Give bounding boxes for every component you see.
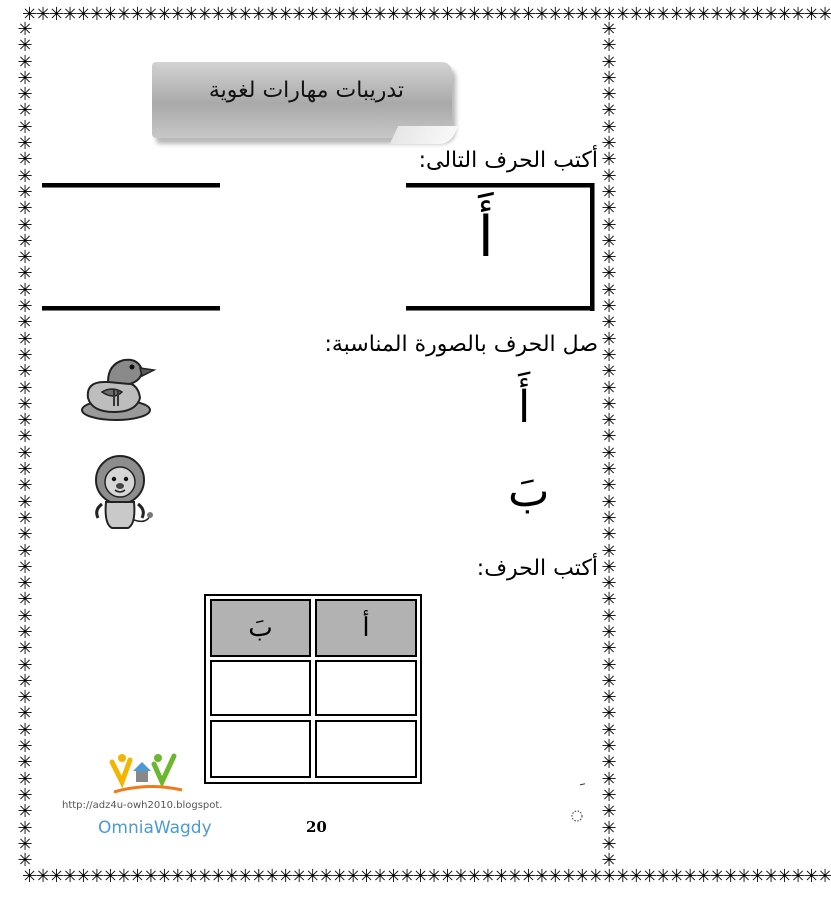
duck-image [78,352,160,424]
logo-figures-icon [108,752,188,800]
match-letter-ba: بَ [508,466,550,517]
lion-image [84,454,156,534]
match-letter-alef: أَ [518,382,531,433]
table-cell-r2-alef[interactable] [315,720,417,778]
border-left: ✳ ✳ ✳ ✳ ✳ ✳ ✳ ✳ ✳ ✳ ✳ ✳ ✳ ✳ ✳ ✳ ✳ ✳ ✳ ✳ ✳ ✳ ✳ ✳ ✳ ✳ ✳ ✳ ✳ ✳ ✳ ✳ ✳ ✳ ✳ ✳ ✳ ✳ ✳ ✳ ✳ ✳ ✳ ✳ ✳ ✳ ✳ ✳ ✳ ✳ ✳ ✳ [17,19,33,872]
frame-top-left [42,183,220,188]
letter-alef: أَ [478,205,494,270]
frame-top-right [406,183,594,188]
instruction-match: صل الحرف بالصورة المناسبة: [324,332,598,357]
border-bottom: ✳✳✳✳✳✳✳✳✳✳✳✳✳✳✳✳✳✳✳✳✳✳✳✳✳✳✳✳✳✳✳✳✳✳✳✳✳✳✳✳✳✳✳✳✳✳✳✳✳✳✳✳✳✳✳✳✳✳✳✳ [22,866,831,887]
border-top: ✳✳✳✳✳✳✳✳✳✳✳✳✳✳✳✳✳✳✳✳✳✳✳✳✳✳✳✳✳✳✳✳✳✳✳✳✳✳✳✳✳✳✳✳✳✳✳✳✳✳✳✳✳✳✳✳✳✳✳✳ [22,4,831,25]
letter-table [204,594,422,784]
table-cell-r1-ba[interactable] [210,660,311,716]
dotted-circle-icon [570,809,584,823]
logo-name: OmniaWagdy [98,818,212,838]
instruction-write-letter-table: أكتب الحرف: [476,556,598,581]
instruction-write-letter: أكتب الحرف التالى: [418,148,598,173]
page-number: 20 [306,818,327,836]
title-banner [152,56,462,146]
logo-url: http://adz4u-owh2010.blogspot. [62,800,223,811]
frame-right-side [590,183,595,311]
frame-bottom-left [42,306,220,311]
banner-fold [390,126,458,144]
border-right: ✳ ✳ ✳ ✳ ✳ ✳ ✳ ✳ ✳ ✳ ✳ ✳ ✳ ✳ ✳ ✳ ✳ ✳ ✳ ✳ ✳ ✳ ✳ ✳ ✳ ✳ ✳ ✳ ✳ ✳ ✳ ✳ ✳ ✳ ✳ ✳ ✳ ✳ ✳ ✳ ✳ ✳ ✳ ✳ ✳ ✳ ✳ ✳ ✳ ✳ ✳ ✳ [601,19,617,872]
table-header-alef: أ [315,599,417,657]
frame-bottom-right [406,306,594,311]
banner-title: تدريبات مهارات لغوية [208,78,404,103]
table-cell-r1-alef[interactable] [315,660,417,716]
table-cell-r2-ba[interactable] [210,720,311,778]
table-header-ba: بَ [210,599,311,657]
